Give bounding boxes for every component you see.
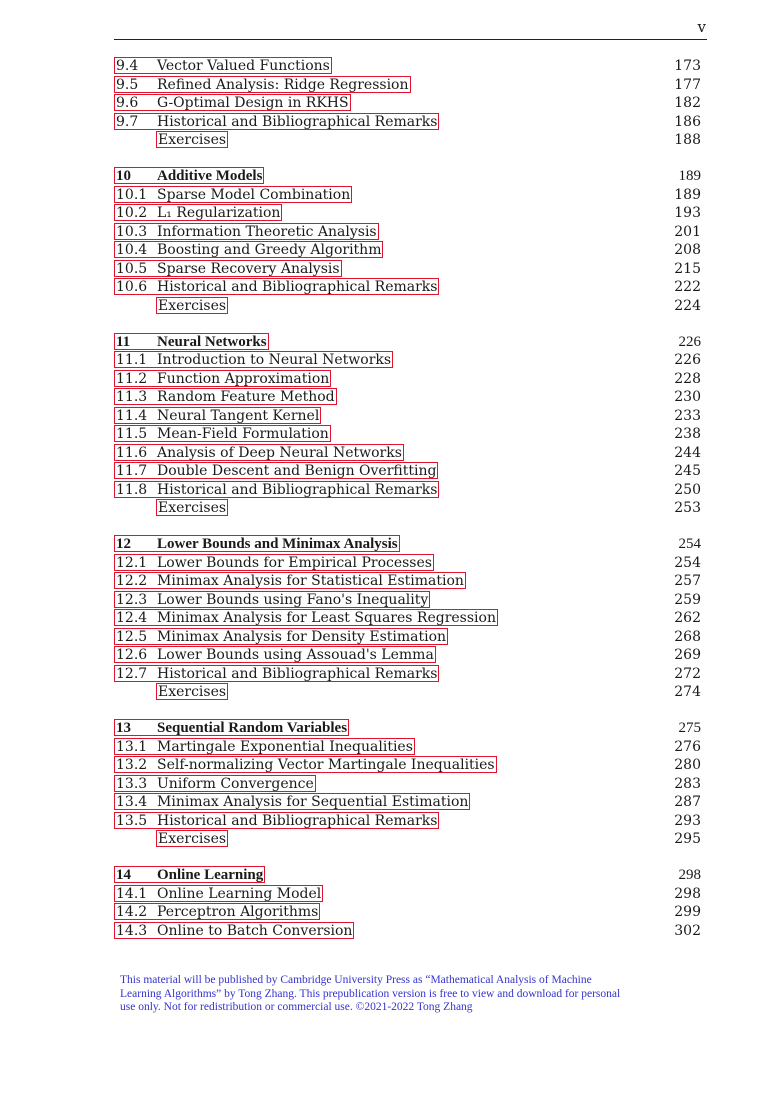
toc-page-number: 257 <box>674 573 701 589</box>
toc-section-row <box>114 407 701 426</box>
toc-entry-title: Exercises <box>158 500 227 516</box>
toc-section-link[interactable] <box>114 922 354 939</box>
toc-section-link[interactable] <box>114 812 439 829</box>
toc-entry-title: Mean-Field Formulation <box>157 426 329 442</box>
toc-entry-number: 12 <box>116 536 131 552</box>
toc-page-number: 245 <box>674 463 701 479</box>
toc-section-row <box>114 278 701 297</box>
toc-section-link[interactable] <box>114 388 337 405</box>
toc-section-link[interactable] <box>114 57 332 74</box>
toc-section-link[interactable] <box>114 554 434 571</box>
toc-entry-title: Historical and Bibliographical Remarks <box>157 481 438 498</box>
toc-section-link[interactable] <box>114 738 415 755</box>
toc-entry-title: Historical and Bibliographical Remarks <box>157 113 438 130</box>
toc-entry-number: 14.2 <box>116 904 148 920</box>
toc-section-link[interactable] <box>114 665 439 682</box>
toc-entry-number: 11.2 <box>116 370 148 387</box>
toc-entry-title: Exercises <box>158 132 227 148</box>
toc-entry-title: Self-normalizing Vector Martingale Inequalities <box>157 757 495 773</box>
toc-entry-number: 13.1 <box>116 738 148 755</box>
toc-entry-title: Lower Bounds for Empirical Processes <box>157 554 432 571</box>
toc-page-number: 275 <box>678 720 701 736</box>
toc-section-link[interactable] <box>114 646 436 663</box>
toc-entry-number: 12.4 <box>116 610 148 626</box>
toc-section-row <box>114 756 701 775</box>
toc-chapter-row <box>114 535 701 554</box>
toc-entry-number: 13.5 <box>116 812 148 829</box>
toc-section-row <box>114 351 701 370</box>
toc-section-link[interactable] <box>114 407 321 424</box>
toc-section-row <box>114 812 701 831</box>
toc-section-link[interactable] <box>114 775 316 792</box>
toc-section-link[interactable] <box>114 628 448 645</box>
toc-entry-number: 9.5 <box>116 76 139 93</box>
toc-entry-title: Historical and Bibliographical Remarks <box>157 665 438 682</box>
toc-page-number: 283 <box>674 775 701 792</box>
toc-section-row <box>114 646 701 665</box>
toc-page-number: 254 <box>674 554 701 571</box>
toc-section-row <box>114 444 701 463</box>
toc-section-row <box>114 738 701 757</box>
toc-entry-number: 14.3 <box>116 922 148 939</box>
toc-section-link[interactable] <box>114 76 411 93</box>
copyright-line: This material will be published by Cambridge University Press as “Mathematical Analysis of Machine <box>120 974 592 986</box>
toc-section-row <box>114 76 701 95</box>
toc-entry-title: Lower Bounds using Fano's Inequality <box>157 591 429 608</box>
toc-section-link[interactable] <box>114 481 439 498</box>
toc-entry-number: 9.7 <box>116 113 139 130</box>
toc-page-number: 228 <box>674 370 701 387</box>
toc-entry-number: 11.8 <box>116 481 148 498</box>
toc-chapter-link[interactable] <box>114 719 349 736</box>
toc-entry-title: Neural Tangent Kernel <box>157 407 320 424</box>
copyright-notice <box>120 974 702 1015</box>
toc-entry-number: 11.7 <box>116 463 148 479</box>
toc-section-row <box>114 793 701 812</box>
toc-section-row <box>114 113 701 132</box>
toc-entry-title: Lower Bounds and Minimax Analysis <box>157 536 398 552</box>
toc-page-number: 193 <box>674 205 701 221</box>
toc-section-row <box>114 204 701 223</box>
toc-entry-title: Analysis of Deep Neural Networks <box>157 444 402 461</box>
toc-entry-title: Sparse Recovery Analysis <box>157 260 340 277</box>
toc-entry-number: 11.6 <box>116 444 148 461</box>
toc-page-number: 299 <box>674 904 701 920</box>
toc-exercises-link[interactable] <box>156 131 228 148</box>
toc-page-number: 222 <box>674 279 701 295</box>
toc-entry-number: 10.1 <box>116 186 148 203</box>
toc-section-link[interactable] <box>114 278 439 295</box>
toc-exercises-link[interactable] <box>156 297 228 314</box>
toc-section-row <box>114 241 701 260</box>
toc-chapter-row <box>114 333 701 352</box>
toc-page-number: 298 <box>674 885 701 902</box>
toc-chapter-row <box>114 866 701 885</box>
toc-entry-number: 12.5 <box>116 628 148 645</box>
toc-exercises-row <box>114 683 701 702</box>
toc-entry-title: Minimax Analysis for Sequential Estimation <box>157 794 469 810</box>
toc-entry-title: Lower Bounds using Assouad's Lemma <box>157 647 434 663</box>
toc-section-link[interactable] <box>114 572 466 589</box>
toc-page-number: 254 <box>678 536 701 552</box>
toc-page-number: 250 <box>674 481 701 498</box>
toc-exercises-row <box>114 499 701 518</box>
toc-section-link[interactable] <box>114 260 342 277</box>
toc-chapter-row <box>114 719 701 738</box>
toc-entry-number: 10.4 <box>116 242 148 258</box>
table-of-contents <box>114 57 701 940</box>
toc-exercises-row <box>114 830 701 849</box>
copyright-line: use only. Not for redistribution or commercial use. ©2021-2022 Tong Zhang <box>120 1001 473 1013</box>
toc-entry-title: Sparse Model Combination <box>157 186 351 203</box>
toc-entry-number: 10.5 <box>116 260 148 277</box>
toc-entry-number: 13.2 <box>116 757 148 773</box>
toc-page-number: 272 <box>674 665 701 682</box>
toc-page-number: 182 <box>674 95 701 111</box>
toc-section-row <box>114 609 701 628</box>
toc-chapter-link[interactable] <box>114 866 265 883</box>
toc-entry-number: 11 <box>116 333 131 350</box>
toc-entry-number: 12.1 <box>116 554 148 571</box>
toc-entry-title: Minimax Analysis for Density Estimation <box>157 628 447 645</box>
toc-section-link[interactable] <box>114 756 497 773</box>
toc-section-link[interactable] <box>114 241 383 258</box>
toc-entry-number: 14 <box>116 867 131 883</box>
toc-section-row <box>114 462 701 481</box>
toc-entry-number: 12.2 <box>116 573 148 589</box>
toc-section-link[interactable] <box>114 793 470 810</box>
toc-entry-number: 10.3 <box>116 223 148 240</box>
toc-section-link[interactable] <box>114 186 352 203</box>
toc-section-link[interactable] <box>114 204 282 221</box>
toc-section-link[interactable] <box>114 351 393 368</box>
toc-page-number: 293 <box>674 812 701 829</box>
toc-section-row <box>114 903 701 922</box>
toc-page-number: 189 <box>678 168 701 184</box>
toc-entry-title: Vector Valued Functions <box>157 58 330 74</box>
toc-page-number: 253 <box>674 500 701 516</box>
toc-exercises-link[interactable] <box>156 683 228 700</box>
toc-entry-title: Minimax Analysis for Statistical Estimation <box>157 573 464 589</box>
toc-section-row <box>114 628 701 647</box>
copyright-line: Learning Algorithms” by Tong Zhang. This prepublication version is free to view and download for personal <box>120 987 621 1000</box>
toc-section-row <box>114 591 701 610</box>
toc-section-row <box>114 388 701 407</box>
toc-page-number: 215 <box>674 260 701 277</box>
toc-section-row <box>114 922 701 941</box>
toc-chapter-row <box>114 167 701 186</box>
toc-entry-title: Historical and Bibliographical Remarks <box>157 279 438 295</box>
toc-page-number: 186 <box>674 113 701 130</box>
toc-page-number: 177 <box>674 76 701 93</box>
toc-page-number: 259 <box>674 591 701 608</box>
toc-entry-title: Sequential Random Variables <box>157 720 348 736</box>
toc-entry-number: 10.6 <box>116 279 148 295</box>
toc-page-number: 280 <box>674 757 701 773</box>
toc-section-row <box>114 57 701 76</box>
toc-page-number: 287 <box>674 794 701 810</box>
toc-page-number: 226 <box>674 352 701 368</box>
toc-page-number: 276 <box>674 738 701 755</box>
toc-page-number: 189 <box>674 186 701 203</box>
toc-entry-title: Introduction to Neural Networks <box>157 352 392 368</box>
toc-section-row <box>114 554 701 573</box>
toc-section-link[interactable] <box>114 113 439 130</box>
toc-chapter-link[interactable] <box>114 167 264 184</box>
toc-page-number: 233 <box>674 407 701 424</box>
toc-page-number: 226 <box>678 333 701 350</box>
toc-page-number: 269 <box>674 647 701 663</box>
toc-exercises-row <box>114 297 701 316</box>
toc-entry-number: 10.2 <box>116 205 148 221</box>
toc-entry-title: Uniform Convergence <box>157 775 314 792</box>
toc-entry-title: Exercises <box>158 831 227 847</box>
toc-entry-number: 13 <box>116 720 131 736</box>
toc-page-number: 224 <box>674 297 701 314</box>
toc-section-row <box>114 885 701 904</box>
toc-entry-number: 11.3 <box>116 389 148 405</box>
toc-section-link[interactable] <box>114 591 430 608</box>
toc-page-number: 268 <box>674 628 701 645</box>
toc-entry-number: 14.1 <box>116 885 148 902</box>
toc-section-row <box>114 186 701 205</box>
toc-exercises-link[interactable] <box>156 499 228 516</box>
toc-exercises-link[interactable] <box>156 830 228 847</box>
toc-entry-number: 12.7 <box>116 665 148 682</box>
toc-section-row <box>114 223 701 242</box>
toc-section-row <box>114 481 701 500</box>
toc-page-number: 274 <box>674 684 701 700</box>
toc-section-link[interactable] <box>114 885 323 902</box>
toc-entry-title: Additive Models <box>157 168 263 184</box>
toc-section-link[interactable] <box>114 425 331 442</box>
toc-page-number: 262 <box>674 610 701 626</box>
toc-entry-title: Online Learning Model <box>157 885 322 902</box>
toc-entry-title: Double Descent and Benign Overfitting <box>157 463 437 479</box>
toc-entry-title: Random Feature Method <box>157 389 335 405</box>
toc-section-row <box>114 775 701 794</box>
toc-entry-number: 9.6 <box>116 95 139 111</box>
toc-entry-number: 12.3 <box>116 591 148 608</box>
header-rule <box>114 39 707 40</box>
toc-entry-title: G-Optimal Design in RKHS <box>157 95 349 111</box>
toc-entry-number: 9.4 <box>116 58 139 74</box>
toc-entry-title: Refined Analysis: Ridge Regression <box>157 76 409 93</box>
toc-entry-number: 12.6 <box>116 647 148 663</box>
toc-section-link[interactable] <box>114 609 498 626</box>
toc-entry-title: Boosting and Greedy Algorithm <box>157 242 382 258</box>
toc-chapter-link[interactable] <box>114 333 269 350</box>
toc-section-link[interactable] <box>114 462 438 479</box>
toc-section-row <box>114 370 701 389</box>
toc-entry-title: Function Approximation <box>157 370 330 387</box>
toc-section-link[interactable] <box>114 370 331 387</box>
toc-section-row <box>114 665 701 684</box>
toc-chapter-link[interactable] <box>114 535 400 552</box>
toc-page-number: 238 <box>674 426 701 442</box>
toc-entry-title: Historical and Bibliographical Remarks <box>157 812 438 829</box>
toc-entry-number: 11.1 <box>116 352 148 368</box>
toc-section-link[interactable] <box>114 903 320 920</box>
toc-page-number: 230 <box>674 389 701 405</box>
toc-entry-title: Exercises <box>158 297 227 314</box>
toc-entry-title: Information Theoretic Analysis <box>157 223 377 240</box>
toc-section-link[interactable] <box>114 223 379 240</box>
toc-section-row <box>114 260 701 279</box>
toc-entry-title: Minimax Analysis for Least Squares Regression <box>157 610 496 626</box>
toc-exercises-row <box>114 131 701 150</box>
toc-entry-title: Martingale Exponential Inequalities <box>157 738 413 755</box>
toc-page-number: 298 <box>678 867 701 883</box>
toc-entry-number: 11.4 <box>116 407 148 424</box>
toc-entry-title: Perceptron Algorithms <box>157 904 319 920</box>
toc-section-row <box>114 425 701 444</box>
toc-entry-title: Online to Batch Conversion <box>157 922 353 939</box>
toc-entry-title: Neural Networks <box>157 333 267 350</box>
toc-page-number: 208 <box>674 242 701 258</box>
toc-page-number: 295 <box>674 831 701 847</box>
toc-section-row <box>114 94 701 113</box>
toc-section-row <box>114 572 701 591</box>
toc-entry-title: L₁ Regularization <box>157 205 281 221</box>
toc-page-number: 173 <box>674 58 701 74</box>
toc-page-number: 188 <box>674 132 701 148</box>
page-number: v <box>697 18 706 36</box>
toc-entry-number: 11.5 <box>116 426 148 442</box>
toc-page-number: 302 <box>674 922 701 939</box>
toc-entry-number: 13.3 <box>116 775 148 792</box>
toc-page-number: 244 <box>674 444 701 461</box>
toc-section-link[interactable] <box>114 94 351 111</box>
toc-entry-title: Exercises <box>158 684 227 700</box>
toc-entry-number: 13.4 <box>116 794 148 810</box>
toc-section-link[interactable] <box>114 444 404 461</box>
toc-page-number: 201 <box>674 223 701 240</box>
toc-entry-number: 10 <box>116 168 131 184</box>
toc-entry-title: Online Learning <box>157 867 264 883</box>
